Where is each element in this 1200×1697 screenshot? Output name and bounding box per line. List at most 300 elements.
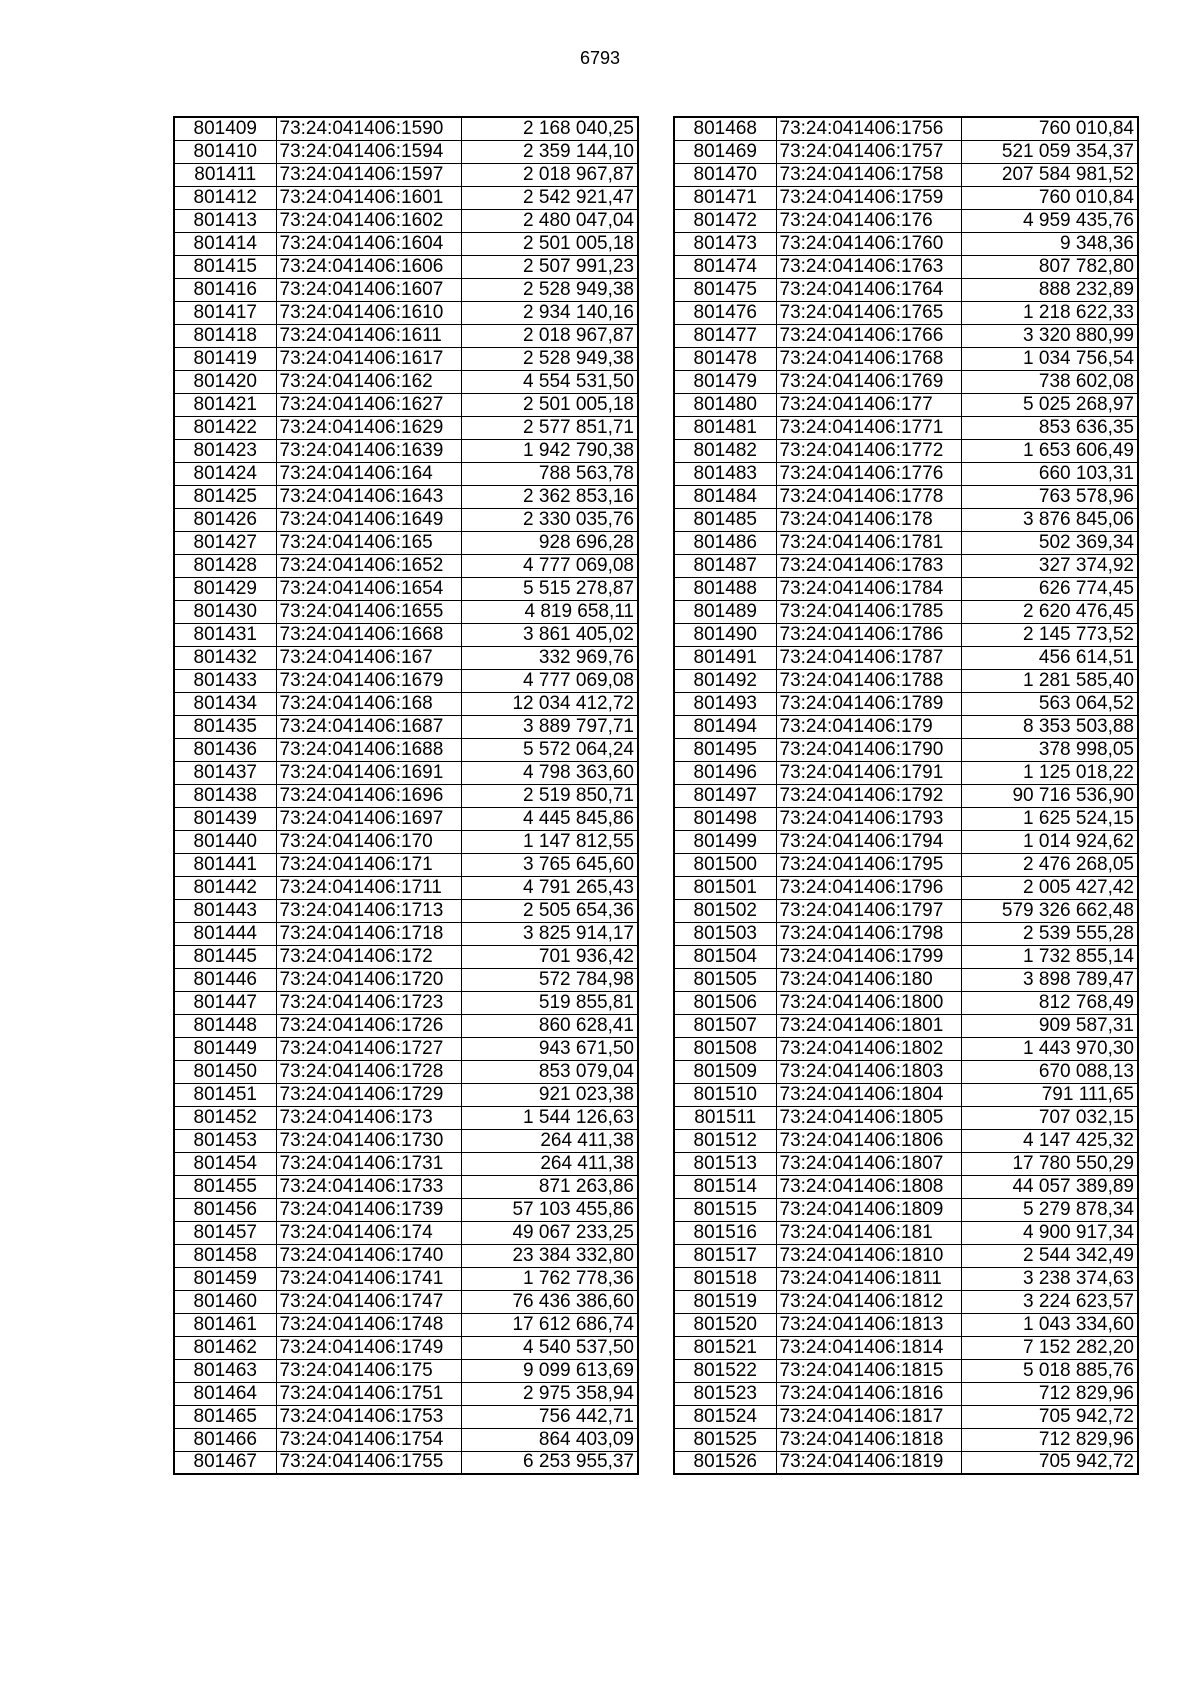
table-row bbox=[174, 1244, 638, 1267]
cadastral-number-cell: 73:24:041406:1601 bbox=[276, 186, 461, 209]
table-row bbox=[674, 1313, 1138, 1336]
value-cell: 57 103 455,86 bbox=[461, 1198, 638, 1221]
value-cell: 2 359 144,10 bbox=[461, 140, 638, 163]
table-row bbox=[174, 1336, 638, 1359]
table-row bbox=[174, 646, 638, 669]
row-number-cell: 801494 bbox=[674, 715, 776, 738]
row-number-cell: 801519 bbox=[674, 1290, 776, 1313]
table-row bbox=[174, 1037, 638, 1060]
cadastral-number-cell: 73:24:041406:1739 bbox=[276, 1198, 461, 1221]
cadastral-number-cell: 73:24:041406:176 bbox=[776, 209, 961, 232]
table-row bbox=[674, 1037, 1138, 1060]
table-row bbox=[674, 761, 1138, 784]
cadastral-number-cell: 73:24:041406:1769 bbox=[776, 370, 961, 393]
value-cell: 788 563,78 bbox=[461, 462, 638, 485]
table-row bbox=[674, 140, 1138, 163]
row-number-cell: 801505 bbox=[674, 968, 776, 991]
value-cell: 1 625 524,15 bbox=[961, 807, 1138, 830]
table-row bbox=[174, 876, 638, 899]
cadastral-number-cell: 73:24:041406:177 bbox=[776, 393, 961, 416]
table-row bbox=[674, 876, 1138, 899]
value-cell: 738 602,08 bbox=[961, 370, 1138, 393]
value-cell: 3 889 797,71 bbox=[461, 715, 638, 738]
value-cell: 3 765 645,60 bbox=[461, 853, 638, 876]
table-row bbox=[674, 715, 1138, 738]
table-row bbox=[674, 600, 1138, 623]
row-number-cell: 801445 bbox=[174, 945, 276, 968]
value-cell: 3 238 374,63 bbox=[961, 1267, 1138, 1290]
value-cell: 2 505 654,36 bbox=[461, 899, 638, 922]
row-number-cell: 801520 bbox=[674, 1313, 776, 1336]
cadastral-number-cell: 73:24:041406:1813 bbox=[776, 1313, 961, 1336]
row-number-cell: 801497 bbox=[674, 784, 776, 807]
row-number-cell: 801481 bbox=[674, 416, 776, 439]
value-cell: 2 542 921,47 bbox=[461, 186, 638, 209]
cadastral-number-cell: 73:24:041406:1754 bbox=[276, 1428, 461, 1451]
table-row bbox=[174, 1267, 638, 1290]
cadastral-number-cell: 73:24:041406:1812 bbox=[776, 1290, 961, 1313]
table-row bbox=[674, 324, 1138, 347]
value-cell: 456 614,51 bbox=[961, 646, 1138, 669]
row-number-cell: 801436 bbox=[174, 738, 276, 761]
cadastral-number-cell: 73:24:041406:164 bbox=[276, 462, 461, 485]
cadastral-number-cell: 73:24:041406:1766 bbox=[776, 324, 961, 347]
table-row bbox=[174, 1106, 638, 1129]
table-row bbox=[174, 255, 638, 278]
value-cell: 521 059 354,37 bbox=[961, 140, 1138, 163]
cadastral-number-cell: 73:24:041406:1729 bbox=[276, 1083, 461, 1106]
cadastral-number-cell: 73:24:041406:1655 bbox=[276, 600, 461, 623]
cadastral-number-cell: 73:24:041406:1814 bbox=[776, 1336, 961, 1359]
table-row bbox=[674, 1451, 1138, 1474]
table-row bbox=[174, 1083, 638, 1106]
cadastral-number-cell: 73:24:041406:1781 bbox=[776, 531, 961, 554]
cadastral-number-cell: 73:24:041406:1723 bbox=[276, 991, 461, 1014]
cadastral-number-cell: 73:24:041406:1807 bbox=[776, 1152, 961, 1175]
value-cell: 807 782,80 bbox=[961, 255, 1138, 278]
value-cell: 1 014 924,62 bbox=[961, 830, 1138, 853]
cadastral-number-cell: 73:24:041406:1649 bbox=[276, 508, 461, 531]
value-cell: 712 829,96 bbox=[961, 1382, 1138, 1405]
value-cell: 2 005 427,42 bbox=[961, 876, 1138, 899]
table-row bbox=[174, 232, 638, 255]
value-cell: 1 147 812,55 bbox=[461, 830, 638, 853]
row-number-cell: 801514 bbox=[674, 1175, 776, 1198]
value-cell: 712 829,96 bbox=[961, 1428, 1138, 1451]
row-number-cell: 801476 bbox=[674, 301, 776, 324]
cadastral-number-cell: 73:24:041406:1756 bbox=[776, 117, 961, 140]
value-cell: 2 018 967,87 bbox=[461, 324, 638, 347]
cadastral-number-cell: 73:24:041406:1753 bbox=[276, 1405, 461, 1428]
row-number-cell: 801506 bbox=[674, 991, 776, 1014]
row-number-cell: 801412 bbox=[174, 186, 276, 209]
table-row bbox=[674, 968, 1138, 991]
value-cell: 4 445 845,86 bbox=[461, 807, 638, 830]
cadastral-number-cell: 73:24:041406:1759 bbox=[776, 186, 961, 209]
cadastral-number-cell: 73:24:041406:1751 bbox=[276, 1382, 461, 1405]
cadastral-number-cell: 73:24:041406:1755 bbox=[276, 1451, 461, 1474]
table-row bbox=[174, 186, 638, 209]
table-row bbox=[674, 485, 1138, 508]
row-number-cell: 801486 bbox=[674, 531, 776, 554]
table-row bbox=[174, 531, 638, 554]
row-number-cell: 801517 bbox=[674, 1244, 776, 1267]
value-cell: 4 147 425,32 bbox=[961, 1129, 1138, 1152]
cadastral-number-cell: 73:24:041406:1696 bbox=[276, 784, 461, 807]
row-number-cell: 801452 bbox=[174, 1106, 276, 1129]
value-cell: 2 168 040,25 bbox=[461, 117, 638, 140]
value-cell: 928 696,28 bbox=[461, 531, 638, 554]
table-row bbox=[174, 1152, 638, 1175]
value-cell: 5 279 878,34 bbox=[961, 1198, 1138, 1221]
cadastral-number-cell: 73:24:041406:1749 bbox=[276, 1336, 461, 1359]
value-cell: 4 798 363,60 bbox=[461, 761, 638, 784]
row-number-cell: 801512 bbox=[674, 1129, 776, 1152]
cadastral-number-cell: 73:24:041406:1808 bbox=[776, 1175, 961, 1198]
table-row bbox=[174, 1313, 638, 1336]
row-number-cell: 801428 bbox=[174, 554, 276, 577]
cadastral-number-cell: 73:24:041406:1810 bbox=[776, 1244, 961, 1267]
row-number-cell: 801453 bbox=[174, 1129, 276, 1152]
row-number-cell: 801491 bbox=[674, 646, 776, 669]
table-row bbox=[674, 807, 1138, 830]
value-cell: 3 876 845,06 bbox=[961, 508, 1138, 531]
cadastral-number-cell: 73:24:041406:167 bbox=[276, 646, 461, 669]
table-row bbox=[674, 922, 1138, 945]
value-cell: 1 281 585,40 bbox=[961, 669, 1138, 692]
table-row bbox=[174, 1405, 638, 1428]
row-number-cell: 801492 bbox=[674, 669, 776, 692]
value-cell: 2 330 035,76 bbox=[461, 508, 638, 531]
table-row bbox=[674, 991, 1138, 1014]
cadastral-number-cell: 73:24:041406:1819 bbox=[776, 1451, 961, 1474]
row-number-cell: 801429 bbox=[174, 577, 276, 600]
row-number-cell: 801433 bbox=[174, 669, 276, 692]
table-row bbox=[674, 784, 1138, 807]
table-row bbox=[174, 209, 638, 232]
value-cell: 5 515 278,87 bbox=[461, 577, 638, 600]
row-number-cell: 801462 bbox=[174, 1336, 276, 1359]
row-number-cell: 801525 bbox=[674, 1428, 776, 1451]
row-number-cell: 801447 bbox=[174, 991, 276, 1014]
value-cell: 332 969,76 bbox=[461, 646, 638, 669]
table-row bbox=[174, 163, 638, 186]
row-number-cell: 801516 bbox=[674, 1221, 776, 1244]
value-cell: 2 544 342,49 bbox=[961, 1244, 1138, 1267]
row-number-cell: 801441 bbox=[174, 853, 276, 876]
value-cell: 1 942 790,38 bbox=[461, 439, 638, 462]
table-row bbox=[174, 1198, 638, 1221]
row-number-cell: 801467 bbox=[174, 1451, 276, 1474]
row-number-cell: 801446 bbox=[174, 968, 276, 991]
table-row bbox=[174, 485, 638, 508]
value-cell: 1 034 756,54 bbox=[961, 347, 1138, 370]
table-row bbox=[174, 899, 638, 922]
cadastral-number-cell: 73:24:041406:1629 bbox=[276, 416, 461, 439]
cadastral-number-cell: 73:24:041406:1602 bbox=[276, 209, 461, 232]
value-cell: 760 010,84 bbox=[961, 186, 1138, 209]
value-cell: 6 253 955,37 bbox=[461, 1451, 638, 1474]
row-number-cell: 801472 bbox=[674, 209, 776, 232]
cadastral-number-cell: 73:24:041406:174 bbox=[276, 1221, 461, 1244]
row-number-cell: 801424 bbox=[174, 462, 276, 485]
value-cell: 4 777 069,08 bbox=[461, 669, 638, 692]
value-cell: 2 507 991,23 bbox=[461, 255, 638, 278]
table-row bbox=[174, 462, 638, 485]
value-cell: 44 057 389,89 bbox=[961, 1175, 1138, 1198]
table-row bbox=[674, 462, 1138, 485]
row-number-cell: 801454 bbox=[174, 1152, 276, 1175]
value-cell: 2 501 005,18 bbox=[461, 393, 638, 416]
value-cell: 2 528 949,38 bbox=[461, 347, 638, 370]
table-row bbox=[174, 968, 638, 991]
row-number-cell: 801468 bbox=[674, 117, 776, 140]
row-number-cell: 801440 bbox=[174, 830, 276, 853]
row-number-cell: 801493 bbox=[674, 692, 776, 715]
row-number-cell: 801409 bbox=[174, 117, 276, 140]
table-row bbox=[674, 117, 1138, 140]
cadastral-number-cell: 73:24:041406:1801 bbox=[776, 1014, 961, 1037]
cadastral-number-cell: 73:24:041406:1697 bbox=[276, 807, 461, 830]
value-cell: 756 442,71 bbox=[461, 1405, 638, 1428]
row-number-cell: 801490 bbox=[674, 623, 776, 646]
table-row bbox=[674, 278, 1138, 301]
row-number-cell: 801448 bbox=[174, 1014, 276, 1037]
cadastral-number-cell: 73:24:041406:1772 bbox=[776, 439, 961, 462]
row-number-cell: 801503 bbox=[674, 922, 776, 945]
row-number-cell: 801444 bbox=[174, 922, 276, 945]
row-number-cell: 801513 bbox=[674, 1152, 776, 1175]
value-cell: 1 653 606,49 bbox=[961, 439, 1138, 462]
row-number-cell: 801469 bbox=[674, 140, 776, 163]
value-cell: 4 554 531,50 bbox=[461, 370, 638, 393]
cadastral-number-cell: 73:24:041406:1730 bbox=[276, 1129, 461, 1152]
cadastral-number-cell: 73:24:041406:1604 bbox=[276, 232, 461, 255]
value-cell: 626 774,45 bbox=[961, 577, 1138, 600]
cadastral-number-cell: 73:24:041406:1790 bbox=[776, 738, 961, 761]
cadastral-number-cell: 73:24:041406:1691 bbox=[276, 761, 461, 784]
table-row bbox=[174, 945, 638, 968]
table-row bbox=[174, 1175, 638, 1198]
value-cell: 5 025 268,97 bbox=[961, 393, 1138, 416]
cadastral-number-cell: 73:24:041406:1809 bbox=[776, 1198, 961, 1221]
table-row bbox=[674, 692, 1138, 715]
table-row bbox=[174, 1290, 638, 1313]
cadastral-number-cell: 73:24:041406:162 bbox=[276, 370, 461, 393]
row-number-cell: 801504 bbox=[674, 945, 776, 968]
cadastral-number-cell: 73:24:041406:1713 bbox=[276, 899, 461, 922]
cadastral-number-cell: 73:24:041406:1731 bbox=[276, 1152, 461, 1175]
table-row bbox=[174, 600, 638, 623]
value-cell: 2 018 967,87 bbox=[461, 163, 638, 186]
value-cell: 2 501 005,18 bbox=[461, 232, 638, 255]
row-number-cell: 801526 bbox=[674, 1451, 776, 1474]
cadastral-number-cell: 73:24:041406:1627 bbox=[276, 393, 461, 416]
cadastral-number-cell: 73:24:041406:1597 bbox=[276, 163, 461, 186]
value-cell: 2 934 140,16 bbox=[461, 301, 638, 324]
value-cell: 2 975 358,94 bbox=[461, 1382, 638, 1405]
table-row bbox=[674, 439, 1138, 462]
cadastral-number-cell: 73:24:041406:1797 bbox=[776, 899, 961, 922]
table-row bbox=[174, 692, 638, 715]
cadastral-number-cell: 73:24:041406:178 bbox=[776, 508, 961, 531]
table-row bbox=[174, 830, 638, 853]
row-number-cell: 801489 bbox=[674, 600, 776, 623]
value-cell: 760 010,84 bbox=[961, 117, 1138, 140]
table-row bbox=[674, 577, 1138, 600]
cadastral-number-cell: 73:24:041406:1800 bbox=[776, 991, 961, 1014]
table-row bbox=[174, 853, 638, 876]
row-number-cell: 801471 bbox=[674, 186, 776, 209]
cadastral-number-cell: 73:24:041406:1764 bbox=[776, 278, 961, 301]
row-number-cell: 801465 bbox=[174, 1405, 276, 1428]
table-row bbox=[174, 439, 638, 462]
cadastral-number-cell: 73:24:041406:1610 bbox=[276, 301, 461, 324]
value-cell: 9 099 613,69 bbox=[461, 1359, 638, 1382]
table-row bbox=[674, 853, 1138, 876]
cadastral-number-cell: 73:24:041406:1788 bbox=[776, 669, 961, 692]
table-row bbox=[674, 1014, 1138, 1037]
table-row bbox=[174, 1359, 638, 1382]
row-number-cell: 801461 bbox=[174, 1313, 276, 1336]
row-number-cell: 801437 bbox=[174, 761, 276, 784]
row-number-cell: 801488 bbox=[674, 577, 776, 600]
table-row bbox=[174, 807, 638, 830]
table-row bbox=[674, 1336, 1138, 1359]
table-row bbox=[174, 324, 638, 347]
table-row bbox=[674, 1060, 1138, 1083]
row-number-cell: 801421 bbox=[174, 393, 276, 416]
cadastral-number-cell: 73:24:041406:1771 bbox=[776, 416, 961, 439]
cadastral-table-right bbox=[673, 116, 1139, 1475]
row-number-cell: 801507 bbox=[674, 1014, 776, 1037]
value-cell: 853 636,35 bbox=[961, 416, 1138, 439]
cadastral-number-cell: 73:24:041406:1796 bbox=[776, 876, 961, 899]
table-row bbox=[674, 945, 1138, 968]
row-number-cell: 801475 bbox=[674, 278, 776, 301]
value-cell: 888 232,89 bbox=[961, 278, 1138, 301]
cadastral-number-cell: 73:24:041406:1816 bbox=[776, 1382, 961, 1405]
cadastral-number-cell: 73:24:041406:1811 bbox=[776, 1267, 961, 1290]
cadastral-number-cell: 73:24:041406:1806 bbox=[776, 1129, 961, 1152]
cadastral-table-left bbox=[173, 116, 639, 1475]
cadastral-number-cell: 73:24:041406:1765 bbox=[776, 301, 961, 324]
row-number-cell: 801443 bbox=[174, 899, 276, 922]
table-row bbox=[174, 784, 638, 807]
row-number-cell: 801456 bbox=[174, 1198, 276, 1221]
value-cell: 4 540 537,50 bbox=[461, 1336, 638, 1359]
value-cell: 502 369,34 bbox=[961, 531, 1138, 554]
cadastral-number-cell: 73:24:041406:1594 bbox=[276, 140, 461, 163]
value-cell: 3 224 623,57 bbox=[961, 1290, 1138, 1313]
cadastral-number-cell: 73:24:041406:1795 bbox=[776, 853, 961, 876]
row-number-cell: 801478 bbox=[674, 347, 776, 370]
cadastral-number-cell: 73:24:041406:1785 bbox=[776, 600, 961, 623]
cadastral-number-cell: 73:24:041406:1687 bbox=[276, 715, 461, 738]
cadastral-number-cell: 73:24:041406:181 bbox=[776, 1221, 961, 1244]
table-row bbox=[674, 508, 1138, 531]
table-row bbox=[174, 278, 638, 301]
value-cell: 5 018 885,76 bbox=[961, 1359, 1138, 1382]
table-row bbox=[174, 370, 638, 393]
table-row bbox=[674, 1083, 1138, 1106]
value-cell: 327 374,92 bbox=[961, 554, 1138, 577]
row-number-cell: 801502 bbox=[674, 899, 776, 922]
row-number-cell: 801431 bbox=[174, 623, 276, 646]
table-row bbox=[674, 1290, 1138, 1313]
row-number-cell: 801500 bbox=[674, 853, 776, 876]
value-cell: 4 791 265,43 bbox=[461, 876, 638, 899]
value-cell: 4 777 069,08 bbox=[461, 554, 638, 577]
table-row bbox=[174, 1451, 638, 1474]
table-row bbox=[674, 1198, 1138, 1221]
value-cell: 2 480 047,04 bbox=[461, 209, 638, 232]
row-number-cell: 801515 bbox=[674, 1198, 776, 1221]
cadastral-number-cell: 73:24:041406:1804 bbox=[776, 1083, 961, 1106]
row-number-cell: 801509 bbox=[674, 1060, 776, 1083]
cadastral-number-cell: 73:24:041406:1815 bbox=[776, 1359, 961, 1382]
cadastral-number-cell: 73:24:041406:1791 bbox=[776, 761, 961, 784]
value-cell: 853 079,04 bbox=[461, 1060, 638, 1083]
table-row bbox=[674, 1244, 1138, 1267]
table-row bbox=[174, 738, 638, 761]
cadastral-number-cell: 73:24:041406:1617 bbox=[276, 347, 461, 370]
value-cell: 4 959 435,76 bbox=[961, 209, 1138, 232]
row-number-cell: 801420 bbox=[174, 370, 276, 393]
row-number-cell: 801455 bbox=[174, 1175, 276, 1198]
cadastral-number-cell: 73:24:041406:1741 bbox=[276, 1267, 461, 1290]
value-cell: 943 671,50 bbox=[461, 1037, 638, 1060]
row-number-cell: 801449 bbox=[174, 1037, 276, 1060]
value-cell: 563 064,52 bbox=[961, 692, 1138, 715]
value-cell: 49 067 233,25 bbox=[461, 1221, 638, 1244]
cadastral-number-cell: 73:24:041406:1654 bbox=[276, 577, 461, 600]
row-number-cell: 801414 bbox=[174, 232, 276, 255]
cadastral-number-cell: 73:24:041406:1720 bbox=[276, 968, 461, 991]
table-row bbox=[674, 163, 1138, 186]
row-number-cell: 801416 bbox=[174, 278, 276, 301]
table-row bbox=[674, 370, 1138, 393]
cadastral-number-cell: 73:24:041406:1783 bbox=[776, 554, 961, 577]
cadastral-number-cell: 73:24:041406:1778 bbox=[776, 485, 961, 508]
row-number-cell: 801484 bbox=[674, 485, 776, 508]
page-number: 6793 bbox=[579, 48, 621, 68]
row-number-cell: 801499 bbox=[674, 830, 776, 853]
table-row bbox=[674, 669, 1138, 692]
table-row bbox=[674, 531, 1138, 554]
cadastral-number-cell: 73:24:041406:1679 bbox=[276, 669, 461, 692]
cadastral-number-cell: 73:24:041406:1652 bbox=[276, 554, 461, 577]
value-cell: 1 125 018,22 bbox=[961, 761, 1138, 784]
cadastral-number-cell: 73:24:041406:1792 bbox=[776, 784, 961, 807]
cadastral-number-cell: 73:24:041406:1758 bbox=[776, 163, 961, 186]
cadastral-number-cell: 73:24:041406:170 bbox=[276, 830, 461, 853]
value-cell: 707 032,15 bbox=[961, 1106, 1138, 1129]
row-number-cell: 801498 bbox=[674, 807, 776, 830]
value-cell: 2 620 476,45 bbox=[961, 600, 1138, 623]
row-number-cell: 801451 bbox=[174, 1083, 276, 1106]
cadastral-number-cell: 73:24:041406:179 bbox=[776, 715, 961, 738]
row-number-cell: 801419 bbox=[174, 347, 276, 370]
cadastral-number-cell: 73:24:041406:1802 bbox=[776, 1037, 961, 1060]
row-number-cell: 801457 bbox=[174, 1221, 276, 1244]
value-cell: 17 780 550,29 bbox=[961, 1152, 1138, 1175]
table-row bbox=[674, 186, 1138, 209]
value-cell: 705 942,72 bbox=[961, 1405, 1138, 1428]
row-number-cell: 801422 bbox=[174, 416, 276, 439]
value-cell: 1 762 778,36 bbox=[461, 1267, 638, 1290]
value-cell: 90 716 536,90 bbox=[961, 784, 1138, 807]
